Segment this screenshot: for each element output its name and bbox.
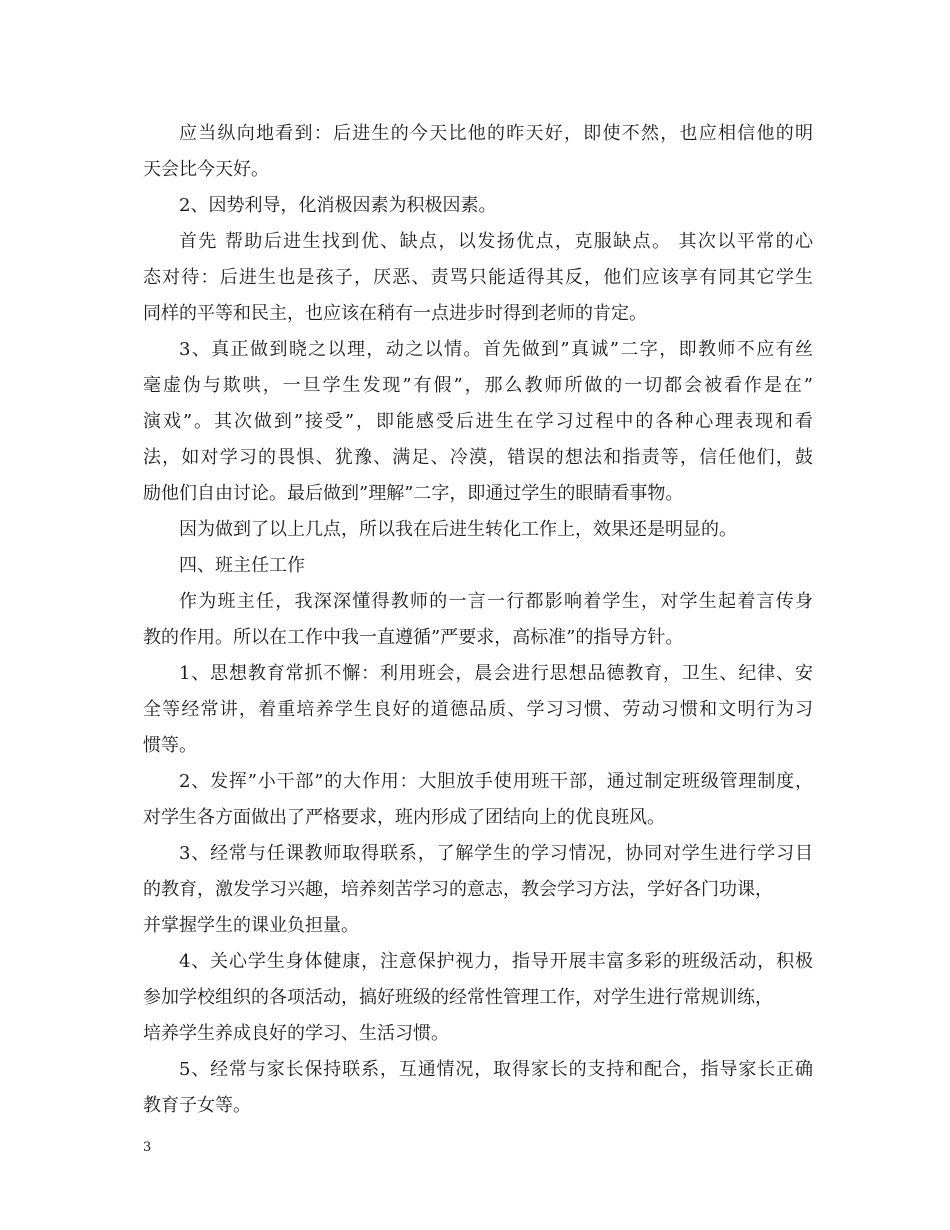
text-line: 2、发挥”小干部”的大作用：大胆放手使用班干部，通过制定班级管理制度， bbox=[179, 771, 813, 792]
text-line: 5、经常与家长保持联系，互通情况，取得家长的支持和配合，指导家长正确 bbox=[179, 1059, 813, 1080]
text-line: 态对待：后进生也是孩子，厌恶、责骂只能适得其反，他们应该享有同其它学生 bbox=[143, 267, 813, 288]
text-line: 励他们自由讨论。最后做到”理解”二字，即通过学生的眼睛看事物。 bbox=[143, 483, 684, 504]
text-line: 对学生各方面做出了严格要求，班内形成了团结向上的优良班风。 bbox=[143, 807, 665, 828]
text-line: 教育子女等。 bbox=[143, 1095, 251, 1116]
text-line: 3、经常与任课教师取得联系，了解学生的学习情况，协同对学生进行学习目 bbox=[179, 843, 813, 864]
text-line: 培养学生养成良好的学习、生活习惯。 bbox=[143, 1023, 449, 1044]
text-line: 并掌握学生的课业负担量。 bbox=[143, 915, 359, 936]
text-line: 因为做到了以上几点，所以我在后进生转化工作上，效果还是明显的。 bbox=[179, 519, 737, 540]
text-line: 天会比今天好。 bbox=[143, 159, 269, 180]
text-line: 1、思想教育常抓不懈：利用班会，晨会进行思想品德教育，卫生、纪律、安 bbox=[179, 663, 813, 684]
text-line: 参加学校组织的各项活动，搞好班级的经常性管理工作，对学生进行常规训练， bbox=[143, 987, 773, 1008]
text-line: 全等经常讲，着重培养学生良好的道德品质、学习习惯、劳动习惯和文明行为习 bbox=[143, 699, 813, 720]
text-line: 的教育，激发学习兴趣，培养刻苦学习的意志，教会学习方法，学好各门功课， bbox=[143, 879, 773, 900]
text-line: 教的作用。所以在工作中我一直遵循”严要求，高标准”的指导方针。 bbox=[143, 627, 684, 648]
text-line: 4、关心学生身体健康，注意保护视力，指导开展丰富多彩的班级活动，积极 bbox=[179, 951, 813, 972]
text-line: 毫虚伪与欺哄，一旦学生发现”有假”，那么教师所做的一切都会被看作是在” bbox=[143, 375, 813, 396]
text-line: 惯等。 bbox=[143, 735, 197, 756]
text-line: 演戏”。其次做到”接受”，即能感受后进生在学习过程中的各种心理表现和看 bbox=[143, 411, 813, 432]
text-line: 3、真正做到晓之以理，动之以情。首先做到”真诚”二字，即教师不应有丝 bbox=[179, 339, 813, 360]
text-line: 同样的平等和民主，也应该在稍有一点进步时得到老师的肯定。 bbox=[143, 303, 647, 324]
text-line: 应当纵向地看到：后进生的今天比他的昨天好，即使不然，也应相信他的明 bbox=[179, 123, 813, 144]
page-number: 3 bbox=[143, 1140, 152, 1155]
text-line: 2、因势利导，化消极因素为积极因素。 bbox=[179, 195, 497, 216]
body-text bbox=[143, 116, 813, 1124]
text-line: 首先 帮助后进生找到优、缺点，以发扬优点，克服缺点。 其次以平常的心 bbox=[179, 231, 813, 252]
text-line: 法，如对学习的畏惧、犹豫、满足、冷漠，错误的想法和指责等，信任他们，鼓 bbox=[143, 447, 813, 468]
section-heading: 四、班主任工作 bbox=[179, 555, 305, 576]
text-line: 作为班主任，我深深懂得教师的一言一行都影响着学生，对学生起着言传身 bbox=[179, 591, 813, 612]
